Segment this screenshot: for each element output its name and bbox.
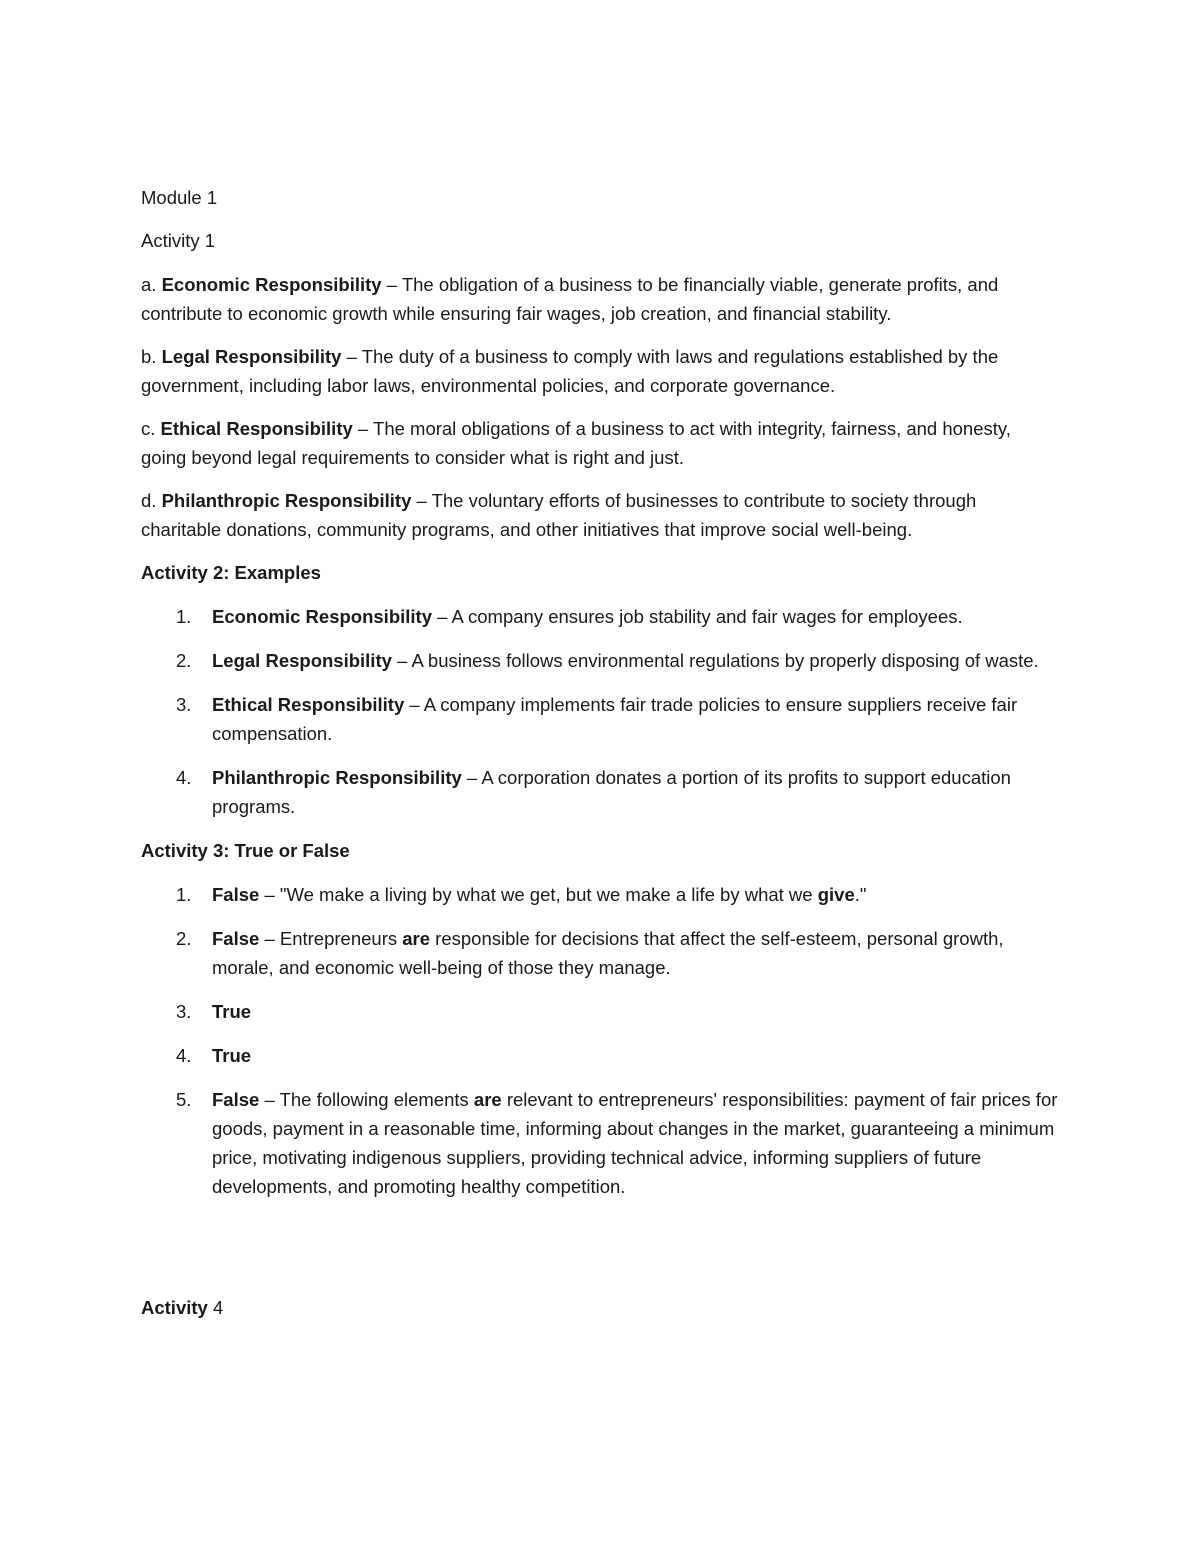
example-text: – A business follows environmental regulations by properly disposing of waste. — [391, 650, 1039, 671]
answer-label: False — [212, 1089, 260, 1110]
definition-text: – The obligation of a business to be financially viable, generate profits, and contribute to economic growth while ensuring fair wages, job creation, and financial stability. — [141, 274, 999, 324]
definition-text: – The duty of a business to comply with laws and regulations established by the government, including labor laws, environmental policies, and corporate governance. — [141, 346, 999, 396]
list-number: 4. — [176, 1045, 192, 1066]
example-text: – A company ensures job stability and fair wages for employees. — [432, 606, 963, 627]
list-item — [141, 763, 1060, 821]
example-term: Ethical Responsibility — [212, 694, 405, 715]
list-item — [141, 602, 1060, 631]
answer-text: – Entrepreneurs — [259, 928, 403, 949]
activity4-heading — [141, 1293, 1060, 1322]
list-number: 1. — [176, 884, 192, 905]
list-number: 3. — [176, 1001, 192, 1022]
emphasized-word: are — [402, 928, 431, 949]
emphasized-word: give — [817, 884, 855, 905]
list-item — [141, 646, 1060, 675]
definition-item-legal — [141, 342, 1060, 400]
list-number: 5. — [176, 1089, 192, 1110]
list-item — [141, 880, 1060, 909]
answer-text-end: ." — [854, 884, 867, 905]
example-term: Economic Responsibility — [212, 606, 432, 627]
activity4-number: 4 — [212, 1297, 224, 1318]
answer-text: – The following elements — [259, 1089, 474, 1110]
list-item — [141, 997, 1060, 1026]
answer-text-end: responsible for decisions that affect the self-esteem, personal growth, morale, and economic well-being of those they manage. — [212, 928, 1004, 978]
activity4-label: Activity — [141, 1297, 208, 1318]
term-ethical: Ethical Responsibility — [160, 418, 353, 439]
list-number: 4. — [176, 767, 192, 788]
activity1-definitions — [141, 270, 1060, 544]
activity2-list — [141, 602, 1060, 821]
definition-text: – The moral obligations of a business to act with integrity, fairness, and honesty, going beyond legal requirements to consider what is right and just. — [141, 418, 1011, 468]
example-term: Legal Responsibility — [212, 650, 392, 671]
definition-item-philanthropic — [141, 486, 1060, 544]
definition-item-ethical — [141, 414, 1060, 472]
list-number: 2. — [176, 650, 192, 671]
list-item — [141, 924, 1060, 982]
activity1-title: Activity 1 — [141, 230, 216, 251]
term-legal: Legal Responsibility — [161, 346, 342, 367]
list-number: 1. — [176, 606, 192, 627]
list-item — [141, 690, 1060, 748]
list-number: 2. — [176, 928, 192, 949]
example-text: – A corporation donates a portion of its profits to support education programs. — [212, 767, 1011, 817]
item-letter: a. — [141, 274, 157, 295]
item-letter: b. — [141, 346, 157, 367]
answer-label: False — [212, 884, 260, 905]
emphasized-word: are — [473, 1089, 502, 1110]
activity3-heading: Activity 3: True or False — [141, 840, 350, 861]
activity3-list — [141, 880, 1060, 1201]
item-letter: d. — [141, 490, 157, 511]
answer-text-end: relevant to entrepreneurs' responsibilities: payment of fair prices for goods, payment in a reasonable time, informing about changes in the market, guaranteeing a minimum price, motivating indigenous suppliers, providing technical advice, informing suppliers of future developments, and promoting healthy competition. — [212, 1089, 1058, 1197]
definition-item-economic — [141, 270, 1060, 328]
list-item — [141, 1041, 1060, 1070]
list-item — [141, 1085, 1060, 1201]
definition-text: – The voluntary efforts of businesses to contribute to society through charitable donations, community programs, and other initiatives that improve social well-being. — [141, 490, 977, 540]
example-text: – A company implements fair trade policies to ensure suppliers receive fair compensation. — [212, 694, 1018, 744]
term-economic: Economic Responsibility — [161, 274, 382, 295]
answer-label: False — [212, 928, 260, 949]
answer-label: True — [212, 1001, 252, 1022]
module-title: Module 1 — [141, 187, 218, 208]
activity2-heading: Activity 2: Examples — [141, 562, 321, 583]
answer-text: – "We make a living by what we get, but we make a life by what we — [259, 884, 818, 905]
term-philanthropic: Philanthropic Responsibility — [161, 490, 412, 511]
answer-label: True — [212, 1045, 252, 1066]
example-term: Philanthropic Responsibility — [212, 767, 462, 788]
list-number: 3. — [176, 694, 192, 715]
item-letter: c. — [141, 418, 156, 439]
